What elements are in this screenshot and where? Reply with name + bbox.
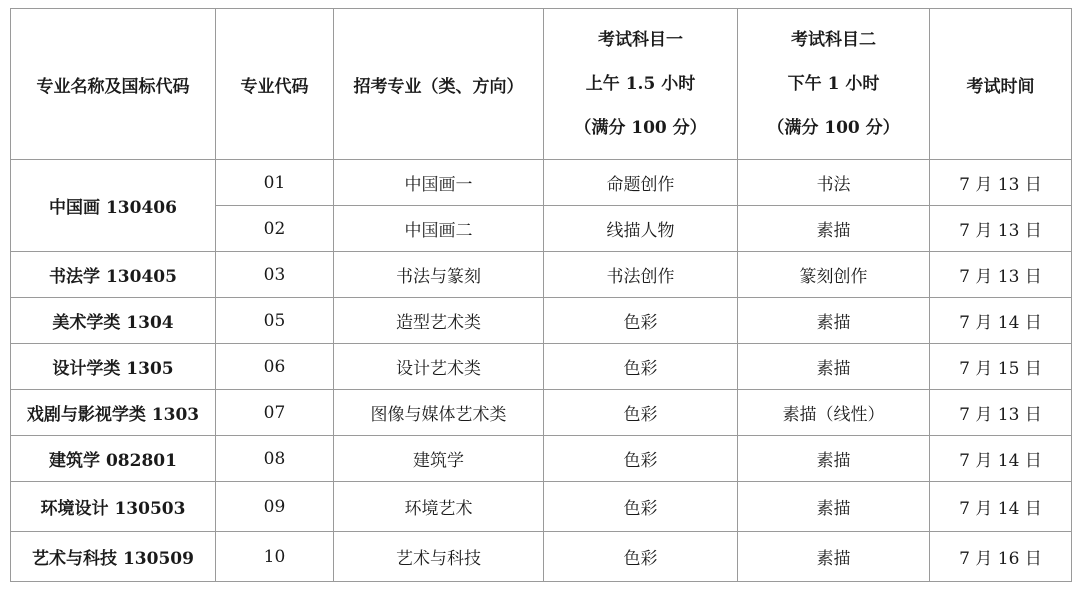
major-code-cell: 03: [216, 252, 334, 298]
subject2-cell: 篆刻创作: [738, 252, 930, 298]
header-exam-date: 考试时间: [930, 9, 1072, 160]
header-row: [11, 9, 1072, 160]
major-name-cell: 建筑学 082801: [11, 436, 216, 482]
major-code-cell: 09: [216, 482, 334, 532]
program-cell: 造型艺术类: [334, 298, 544, 344]
subject1-cell: 色彩: [544, 390, 738, 436]
major-code-cell: 06: [216, 344, 334, 390]
major-name-cell: 环境设计 130503: [11, 482, 216, 532]
exam-date-cell: 7 月 15 日: [930, 344, 1072, 390]
subject2-cell: 素描: [738, 482, 930, 532]
table-row: [11, 344, 1072, 390]
program-cell: 中国画二: [334, 206, 544, 252]
header-subject2-title: 考试科目二: [791, 30, 876, 50]
table-row: [11, 482, 1072, 532]
subject2-cell: 素描: [738, 532, 930, 582]
program-cell: 艺术与科技: [334, 532, 544, 582]
program-cell: 书法与篆刻: [334, 252, 544, 298]
subject2-cell: 素描: [738, 298, 930, 344]
exam-date-cell: 7 月 14 日: [930, 436, 1072, 482]
table-row: [11, 160, 1072, 206]
subject1-cell: 色彩: [544, 436, 738, 482]
program-cell: 图像与媒体艺术类: [334, 390, 544, 436]
major-code-cell: 10: [216, 532, 334, 582]
program-cell: 设计艺术类: [334, 344, 544, 390]
header-program: 招考专业（类、方向）: [334, 9, 544, 160]
header-subject1-score: （满分 100 分）: [574, 118, 707, 138]
program-cell: 建筑学: [334, 436, 544, 482]
header-major-name: 专业名称及国标代码: [11, 9, 216, 160]
major-name-cell: 戏剧与影视学类 1303: [11, 390, 216, 436]
program-cell: 环境艺术: [334, 482, 544, 532]
major-code-cell: 08: [216, 436, 334, 482]
subject2-cell: 素描（线性）: [738, 390, 930, 436]
major-code-cell: 05: [216, 298, 334, 344]
exam-date-cell: 7 月 13 日: [930, 252, 1072, 298]
major-name-cell: 中国画 130406: [11, 160, 216, 252]
table-row: [11, 252, 1072, 298]
header-subject2: [738, 9, 930, 160]
major-code-cell: 07: [216, 390, 334, 436]
exam-date-cell: 7 月 13 日: [930, 160, 1072, 206]
table-row: [11, 390, 1072, 436]
subject2-cell: 素描: [738, 344, 930, 390]
header-subject1: [544, 9, 738, 160]
subject1-cell: 色彩: [544, 532, 738, 582]
major-code-cell: 01: [216, 160, 334, 206]
exam-schedule-table: [10, 8, 1072, 582]
subject1-cell: 线描人物: [544, 206, 738, 252]
exam-date-cell: 7 月 14 日: [930, 482, 1072, 532]
subject1-cell: 书法创作: [544, 252, 738, 298]
subject1-cell: 色彩: [544, 482, 738, 532]
header-major-code: 专业代码: [216, 9, 334, 160]
major-name-cell: 艺术与科技 130509: [11, 532, 216, 582]
subject2-cell: 素描: [738, 206, 930, 252]
subject1-cell: 色彩: [544, 344, 738, 390]
exam-date-cell: 7 月 13 日: [930, 206, 1072, 252]
header-subject1-title: 考试科目一: [598, 30, 683, 50]
subject2-cell: 书法: [738, 160, 930, 206]
subject1-cell: 色彩: [544, 298, 738, 344]
table-row: [11, 532, 1072, 582]
major-code-cell: 02: [216, 206, 334, 252]
major-name-cell: 书法学 130405: [11, 252, 216, 298]
major-name-cell: 美术学类 1304: [11, 298, 216, 344]
header-subject2-time: 下午 1 小时: [787, 74, 880, 94]
exam-date-cell: 7 月 14 日: [930, 298, 1072, 344]
subject2-cell: 素描: [738, 436, 930, 482]
header-subject1-time: 上午 1.5 小时: [585, 74, 696, 94]
exam-date-cell: 7 月 16 日: [930, 532, 1072, 582]
table-row: [11, 436, 1072, 482]
header-subject2-score: （满分 100 分）: [767, 118, 900, 138]
exam-date-cell: 7 月 13 日: [930, 390, 1072, 436]
subject1-cell: 命题创作: [544, 160, 738, 206]
table-row: [11, 298, 1072, 344]
program-cell: 中国画一: [334, 160, 544, 206]
major-name-cell: 设计学类 1305: [11, 344, 216, 390]
